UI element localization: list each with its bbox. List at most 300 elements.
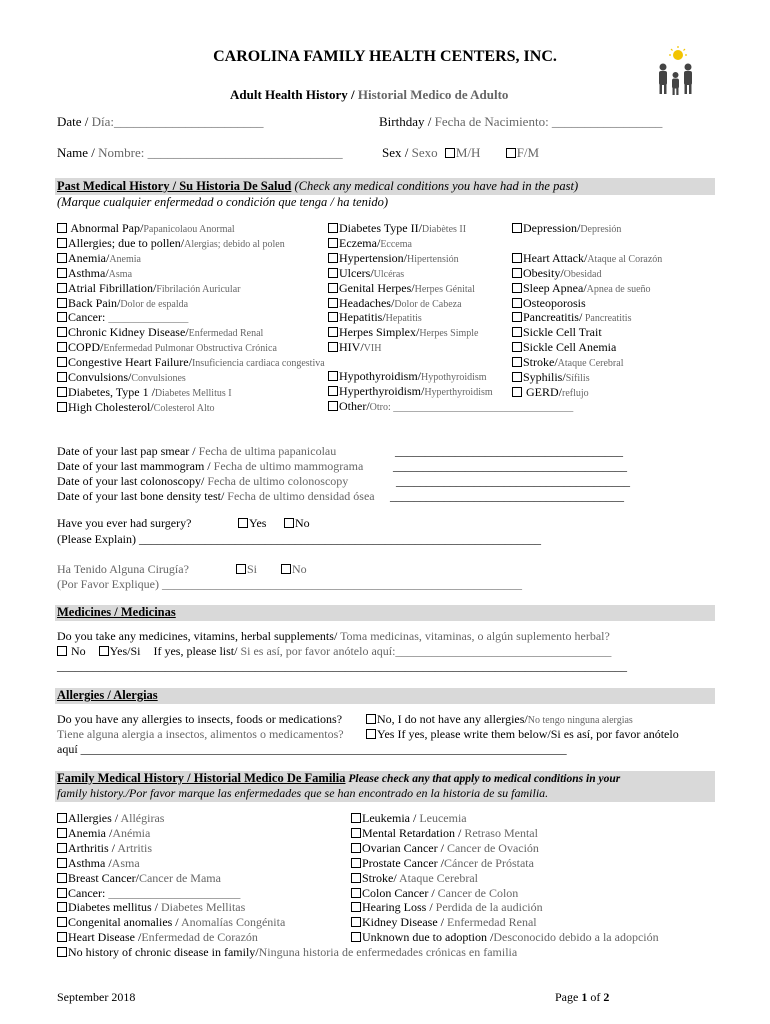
medicines-list-en: If yes, please list/ [153, 644, 241, 658]
condition-label-en: Ulcers/ [339, 265, 374, 280]
condition-item[interactable] [512, 221, 621, 237]
condition-label-en: Diabetes mellitus / [68, 900, 161, 915]
condition-label-en: Allergies; due to pollen/ [68, 235, 185, 250]
condition-item[interactable] [328, 340, 381, 356]
condition-checkbox[interactable] [57, 283, 67, 293]
condition-checkbox[interactable] [512, 327, 522, 337]
condition-checkbox[interactable] [57, 813, 67, 823]
condition-checkbox[interactable] [57, 843, 67, 853]
medicines-yes-checkbox[interactable] [99, 646, 109, 656]
condition-checkbox[interactable] [512, 223, 522, 233]
form-title [230, 87, 508, 103]
condition-item[interactable] [57, 900, 245, 914]
page-number [555, 990, 609, 1005]
pmh-heading-title: Past Medical History / Su Historia De Salud [57, 179, 292, 193]
condition-checkbox[interactable] [328, 283, 338, 293]
condition-label-en: Stroke/ [523, 355, 558, 370]
condition-label-en: Cancer: [68, 885, 109, 900]
condition-item[interactable] [328, 281, 475, 297]
condition-label-es: Pancreatitis [582, 313, 632, 325]
condition-label-en: Eczema/ [339, 235, 381, 250]
condition-checkbox[interactable] [57, 253, 67, 263]
medicines-line-2[interactable]: _______________________________________________________________________________________________ [57, 659, 627, 673]
page-total: 2 [603, 990, 610, 1004]
screening-label-en: Date of your last colonoscopy/ [57, 474, 208, 488]
condition-label-es: Obesidad [563, 268, 602, 280]
condition-label-es: VIH [363, 343, 382, 355]
condition-checkbox[interactable] [328, 386, 338, 396]
condition-label-es: reflujo [562, 387, 589, 399]
condition-checkbox[interactable] [328, 342, 338, 352]
condition-checkbox[interactable] [512, 268, 522, 278]
condition-label-es: Cancer de Ovación [446, 840, 539, 855]
condition-label-en: COPD/ [68, 340, 104, 355]
condition-item[interactable] [328, 296, 462, 312]
condition-label-en: Anemia/ [68, 250, 110, 265]
condition-label-en: Abnormal Pap/ [68, 221, 144, 235]
condition-label-es: Eccema [380, 238, 412, 250]
screening-date-line[interactable]: _______________________________________ [396, 474, 630, 488]
allergies-no-checkbox[interactable] [366, 714, 376, 724]
condition-checkbox[interactable] [57, 223, 67, 233]
condition-item[interactable] [328, 325, 478, 341]
surgery-explain-es[interactable]: (Por Favor Explique) ____________________________________________________________ [57, 577, 522, 591]
condition-checkbox[interactable] [512, 298, 522, 308]
condition-label-es: Insuficiencia cardiaca congestiva [191, 358, 325, 370]
condition-label-es: Hyperthyroidism [424, 386, 493, 398]
pmh-heading-note: (Check any medical conditions you have had in the past) [291, 179, 579, 193]
name-line: Nombre: ______________________________ [98, 145, 343, 160]
condition-checkbox[interactable] [57, 387, 67, 397]
page-prefix: Page [555, 990, 582, 1004]
condition-label-en: Heart Disease / [68, 930, 142, 945]
condition-checkbox[interactable] [512, 357, 522, 367]
condition-item[interactable] [328, 266, 404, 282]
condition-label-es: Papanicolaou Anormal [143, 224, 235, 235]
condition-item[interactable] [328, 399, 573, 415]
condition-label-es: ______________________ [108, 885, 241, 900]
condition-label-en: Colon Cancer / [362, 885, 438, 900]
condition-item[interactable] [512, 296, 586, 312]
allergies-no[interactable] [366, 712, 633, 727]
condition-label-en: Hyperthyroidism/ [339, 383, 425, 398]
condition-checkbox[interactable] [57, 902, 67, 912]
form-title-es: Historial Medico de Adulto [357, 87, 509, 102]
condition-item[interactable] [512, 281, 651, 297]
allergies-yes[interactable] [366, 727, 679, 742]
form-title-en: Adult Health History / [230, 87, 358, 102]
condition-checkbox[interactable] [328, 312, 338, 322]
birthday-field[interactable] [379, 114, 662, 130]
condition-label-en: Syphilis/ [523, 370, 566, 384]
condition-label-en: Diabetes Type II/ [339, 221, 422, 235]
allergies-no-label-es: No tengo ninguna alergias [527, 715, 633, 726]
organization-name: CAROLINA FAMILY HEALTH CENTERS, INC. [213, 48, 557, 65]
footer-date: September 2018 [57, 990, 136, 1004]
condition-item[interactable] [351, 886, 518, 900]
condition-label-en: Hypothyroidism/ [339, 369, 422, 383]
condition-checkbox[interactable] [351, 873, 361, 883]
surgery-no-es-label: No [292, 562, 307, 576]
condition-checkbox[interactable] [512, 312, 522, 322]
condition-checkbox[interactable] [328, 238, 338, 248]
condition-label-en: Genital Herpes/ [339, 280, 415, 295]
page-of: of [587, 990, 604, 1004]
condition-checkbox[interactable] [351, 888, 361, 898]
condition-item[interactable] [57, 266, 132, 282]
family-heading-note-2: family history./Por favor marque las enfermedades que se han encontrado en la historia de su familia. [57, 786, 549, 800]
condition-checkbox[interactable] [512, 253, 522, 263]
condition-item[interactable] [328, 251, 459, 267]
condition-checkbox[interactable] [351, 843, 361, 853]
screening-date-line[interactable]: ______________________________________ [395, 444, 623, 458]
condition-checkbox[interactable] [512, 283, 522, 293]
condition-checkbox[interactable] [328, 268, 338, 278]
condition-label-es: Perdida de la audición [435, 900, 543, 915]
screening-label-en: Date of your last bone density test/ [57, 489, 228, 503]
condition-label-es: Enfermedad Renal [188, 328, 264, 340]
condition-label-en: Depression/ [523, 221, 581, 235]
condition-label-en: Chronic Kidney Disease/ [68, 325, 189, 340]
condition-label-en: Diabetes, Type 1 / [68, 384, 155, 399]
condition-label-en: Asthma / [68, 855, 112, 870]
condition-label-en: Kidney Disease / [362, 915, 447, 930]
family-heading [57, 771, 620, 786]
condition-item[interactable] [512, 340, 616, 356]
surgery-si-checkbox[interactable] [236, 564, 246, 574]
condition-label-es: Hipertensión [407, 253, 459, 265]
condition-checkbox[interactable] [512, 387, 522, 397]
condition-label-es: Cáncer de Próstata [443, 855, 534, 870]
condition-label-en: Cancer: [68, 310, 109, 325]
condition-label-en: Obesity/ [523, 265, 564, 280]
name-field[interactable] [57, 145, 343, 161]
condition-label-en: Atrial Fibrillation/ [68, 280, 157, 295]
screening-label-en: Date of your last pap smear / [57, 444, 199, 458]
condition-item[interactable] [512, 325, 602, 341]
condition-label-es: Convulsiones [131, 373, 186, 384]
condition-label-es: Alergias; debido al polen [184, 238, 285, 250]
medicines-list-line[interactable]: Si es así, por favor anótelo aquí:____________________________________ [240, 644, 612, 658]
condition-label-en: Mental Retardation / [362, 825, 465, 840]
surgery-yes-checkbox[interactable] [238, 518, 248, 528]
condition-label-en: Arthritis / [68, 840, 118, 855]
sex-female-label: F/M [516, 145, 540, 160]
condition-label-en: Sickle Cell Anemia [523, 340, 617, 355]
condition-label-en: High Cholesterol/ [68, 399, 154, 414]
screening-label-es: Fecha de ultima papanicolau [198, 444, 337, 458]
medicines-question-es: Toma medicinas, vitaminas, o algún suplemento herbal? [340, 629, 610, 643]
allergies-question-es: Tiene alguna alergia a insectos, alimentos o medicamentos? [57, 727, 344, 741]
condition-label-en: Sleep Apnea/ [523, 280, 587, 295]
condition-label-es: Dolor de espalda [120, 298, 189, 310]
condition-item[interactable] [328, 236, 412, 252]
condition-label-es: Asma [111, 855, 140, 870]
condition-label-es: Cancer de Mama [138, 870, 221, 885]
condition-item[interactable] [351, 811, 467, 825]
condition-checkbox[interactable] [57, 357, 67, 367]
condition-item[interactable] [57, 856, 140, 870]
condition-item[interactable] [512, 385, 589, 401]
condition-label-es: Ulcéras [373, 268, 405, 280]
allergies-yes-label: Yes If yes, please write them below/Si es así, por favor anótelo [377, 727, 679, 741]
condition-label-es: Fibrilación Auricular [156, 283, 241, 295]
condition-label-en: Ovarian Cancer / [362, 840, 447, 855]
medicines-heading: Medicines / Medicinas [57, 605, 176, 619]
date-field[interactable] [57, 114, 264, 130]
sex-label: Sex / [382, 145, 412, 160]
condition-item[interactable] [512, 266, 601, 282]
condition-item[interactable] [57, 915, 285, 929]
condition-label-en: Leukemia / [362, 811, 420, 825]
condition-label-en: Hepatitis/ [339, 310, 386, 325]
condition-label-es: Otro: ____________________________________ [369, 401, 574, 413]
condition-checkbox[interactable] [351, 828, 361, 838]
surgery-si-label: Si [247, 562, 258, 576]
date-line: Día:_______________________ [91, 114, 264, 129]
condition-label-es: Dolor de Cabeza [394, 298, 462, 310]
condition-checkbox[interactable] [512, 342, 522, 352]
condition-checkbox[interactable] [351, 813, 361, 823]
allergies-heading: Allergies / Alergias [57, 688, 158, 702]
condition-label-es: Apnea de sueño [586, 283, 651, 295]
screening-label-es: Fecha de ultimo densidad ósea [227, 489, 375, 503]
condition-label-en: Anemia / [68, 825, 113, 840]
condition-checkbox[interactable] [328, 327, 338, 337]
condition-label-en: Osteoporosis [523, 295, 586, 310]
condition-label-en: GERD/ [523, 384, 562, 399]
condition-label-es: ________________ [108, 313, 189, 325]
condition-item[interactable] [57, 236, 285, 252]
condition-label-en: Pancreatitis/ [523, 310, 583, 325]
condition-label-en: Breast Cancer/ [68, 870, 139, 885]
name-label: Name / [57, 145, 99, 160]
pmh-heading [57, 179, 578, 194]
screening-date-row [57, 444, 336, 458]
condition-item[interactable] [57, 370, 186, 386]
condition-checkbox[interactable] [328, 253, 338, 263]
sex-female-checkbox[interactable] [506, 148, 516, 158]
condition-item[interactable] [57, 811, 164, 825]
condition-checkbox[interactable] [351, 917, 361, 927]
condition-label-en: Hearing Loss / [362, 900, 436, 915]
condition-label-en: Heart Attack/ [523, 250, 588, 265]
birthday-line: Fecha de Nacimiento: _________________ [434, 114, 663, 129]
condition-item[interactable] [57, 281, 240, 297]
condition-label-en: Sickle Cell Trait [523, 325, 602, 340]
condition-item[interactable] [57, 221, 235, 237]
condition-item[interactable] [57, 886, 240, 900]
condition-item[interactable] [351, 900, 543, 914]
condition-label-es: Sífilis [565, 373, 590, 384]
condition-label-en: Headaches/ [339, 295, 395, 310]
allergies-line[interactable]: aquí _________________________________________________________________________________ [57, 742, 567, 756]
family-no-history[interactable] [57, 945, 517, 959]
condition-label-es: Cancer de Colon [437, 885, 519, 900]
condition-item[interactable] [512, 310, 631, 326]
condition-item[interactable] [57, 296, 188, 312]
condition-label-en: Congenital anomalies / [68, 915, 181, 930]
condition-checkbox[interactable] [57, 372, 67, 382]
condition-item[interactable] [57, 325, 263, 341]
screening-label-es: Fecha de ultimo colonoscopy [207, 474, 349, 488]
medicines-answer-row [57, 644, 611, 659]
condition-item[interactable] [57, 841, 152, 855]
condition-label-en: Unknown due to adoption / [362, 930, 494, 945]
family-no-history-checkbox[interactable] [57, 947, 67, 957]
condition-checkbox[interactable] [57, 932, 67, 942]
condition-label-en: Prostate Cancer / [362, 855, 444, 870]
condition-checkbox[interactable] [57, 873, 67, 883]
condition-checkbox[interactable] [57, 858, 67, 868]
condition-label-en: Stroke/ [362, 870, 400, 885]
condition-checkbox[interactable] [328, 223, 338, 233]
condition-item[interactable] [328, 310, 422, 326]
condition-checkbox[interactable] [57, 312, 67, 322]
allergies-question-en: Do you have any allergies to insects, foods or medications? [57, 712, 343, 726]
condition-label-es: Herpes Génital [414, 283, 475, 295]
surgery-no-es[interactable] [281, 562, 307, 577]
surgery-question-es: Ha Tenido Alguna Cirugía? [57, 562, 189, 576]
condition-item[interactable] [57, 400, 215, 416]
condition-label-en: Convulsions/ [68, 370, 132, 384]
surgery-si[interactable] [236, 562, 257, 577]
allergies-yes-checkbox[interactable] [366, 729, 376, 739]
birthday-label: Birthday / [379, 114, 435, 129]
condition-checkbox[interactable] [328, 401, 338, 411]
condition-item[interactable] [512, 355, 623, 371]
condition-checkbox[interactable] [57, 917, 67, 927]
condition-label-es: Diabetes Mellitas [160, 900, 246, 915]
family-heading-title: Family Medical History / Historial Medico De Familia [57, 771, 346, 785]
condition-label-en: Congestive Heart Failure/ [68, 355, 192, 370]
condition-label-es: Desconocido debido a la adopción [493, 930, 659, 945]
condition-label-es: Anomalías Congénita [180, 915, 286, 930]
condition-checkbox[interactable] [57, 268, 67, 278]
allergies-no-label: No, I do not have any allergies/ [377, 712, 528, 726]
family-no-history-es: Ninguna historia de enfermedades crónicas en familia [258, 945, 518, 959]
condition-label-es: Depresión [580, 224, 622, 235]
condition-checkbox[interactable] [328, 298, 338, 308]
surgery-no-es-checkbox[interactable] [281, 564, 291, 574]
condition-label-es: Ataque al Corazón [587, 253, 663, 265]
condition-checkbox[interactable] [57, 402, 67, 412]
condition-label-en: Hypertension/ [339, 250, 407, 265]
condition-item[interactable] [57, 355, 325, 371]
condition-label-es: Colesterol Alto [153, 402, 215, 414]
condition-label-es: Enfermedad Renal [446, 915, 537, 930]
condition-item[interactable] [328, 221, 466, 237]
surgery-no-label: No [295, 516, 310, 530]
family-no-history-en: No history of chronic disease in family/ [68, 945, 259, 959]
sex-field [382, 145, 539, 161]
condition-item[interactable] [57, 385, 232, 401]
medicines-no-checkbox[interactable] [57, 646, 67, 656]
condition-label-es: Asma [108, 268, 133, 280]
condition-label-es: Diabetes Mellitus I [154, 387, 232, 399]
condition-checkbox[interactable] [512, 372, 522, 382]
surgery-yes-label: Yes [249, 516, 267, 530]
condition-item[interactable] [512, 251, 662, 267]
screening-date-row [57, 459, 363, 473]
condition-label-en: HIV/ [339, 340, 364, 355]
medicines-yes-label: Yes/Si [109, 644, 141, 658]
condition-item[interactable] [512, 370, 590, 386]
condition-checkbox[interactable] [328, 371, 338, 381]
page-current: 1 [581, 990, 588, 1004]
condition-item[interactable] [57, 340, 277, 356]
screening-date-row [57, 489, 375, 503]
surgery-question-en: Have you ever had surgery? [57, 516, 192, 530]
condition-label-es: Hepatitis [385, 313, 422, 325]
surgery-no[interactable] [284, 516, 310, 531]
condition-label-es: Anemia [109, 253, 141, 265]
sex-male-checkbox[interactable] [445, 148, 455, 158]
screening-label-en: Date of your last mammogram / [57, 459, 214, 473]
condition-label-en: Back Pain/ [68, 295, 121, 310]
condition-checkbox[interactable] [57, 828, 67, 838]
condition-label-en: Other/ [339, 398, 370, 413]
condition-item[interactable] [351, 930, 659, 944]
condition-checkbox[interactable] [57, 888, 67, 898]
condition-checkbox[interactable] [57, 327, 67, 337]
condition-label-es: Artritis [117, 840, 153, 855]
condition-item[interactable] [57, 930, 258, 944]
condition-item[interactable] [351, 915, 537, 929]
condition-checkbox[interactable] [351, 858, 361, 868]
condition-item[interactable] [351, 856, 534, 870]
condition-label-es: Herpes Simple [419, 328, 479, 340]
condition-label-es: Ataque Cerebral [557, 358, 624, 370]
surgery-yes[interactable] [238, 516, 266, 531]
condition-item[interactable] [351, 826, 538, 840]
condition-item[interactable] [57, 251, 141, 267]
screening-date-row [57, 474, 348, 488]
surgery-no-checkbox[interactable] [284, 518, 294, 528]
condition-checkbox[interactable] [57, 298, 67, 308]
screening-date-line[interactable]: _______________________________________ [393, 459, 627, 473]
date-label: Date / [57, 114, 92, 129]
family-heading-note: Please check any that apply to medical conditions in your [345, 773, 621, 785]
condition-label-es: Hypothyroidism [421, 372, 487, 383]
condition-label-es: Leucemia [419, 811, 467, 825]
surgery-explain-en[interactable]: (Please Explain) ___________________________________________________________________ [57, 532, 541, 546]
condition-label-es: Enfermedad de Corazón [141, 930, 258, 945]
medicines-no-label: No [68, 644, 86, 658]
condition-item[interactable] [57, 826, 150, 840]
condition-item[interactable] [57, 871, 221, 885]
condition-label-en: Asthma/ [68, 265, 109, 280]
condition-item[interactable] [57, 310, 188, 326]
condition-label-es: Allégiras [120, 811, 165, 825]
pmh-heading-es: (Marque cualquier enfermedad o condición que tenga / ha tenido) [57, 195, 389, 209]
condition-checkbox[interactable] [351, 902, 361, 912]
condition-label-en: Allergies / [68, 811, 121, 825]
medicines-question [57, 629, 610, 644]
condition-checkbox[interactable] [351, 932, 361, 942]
condition-checkbox[interactable] [57, 238, 67, 248]
condition-checkbox[interactable] [57, 342, 67, 352]
sex-label-es: Sexo [411, 145, 438, 160]
sex-male-label: M/H [455, 145, 481, 160]
condition-label-es: Anémia [112, 825, 151, 840]
condition-label-en: Herpes Simplex/ [339, 325, 420, 340]
condition-item[interactable] [351, 841, 539, 855]
screening-date-line[interactable]: _______________________________________ [390, 489, 624, 503]
condition-item[interactable] [328, 369, 487, 385]
condition-item[interactable] [328, 384, 493, 400]
condition-item[interactable] [351, 871, 478, 885]
